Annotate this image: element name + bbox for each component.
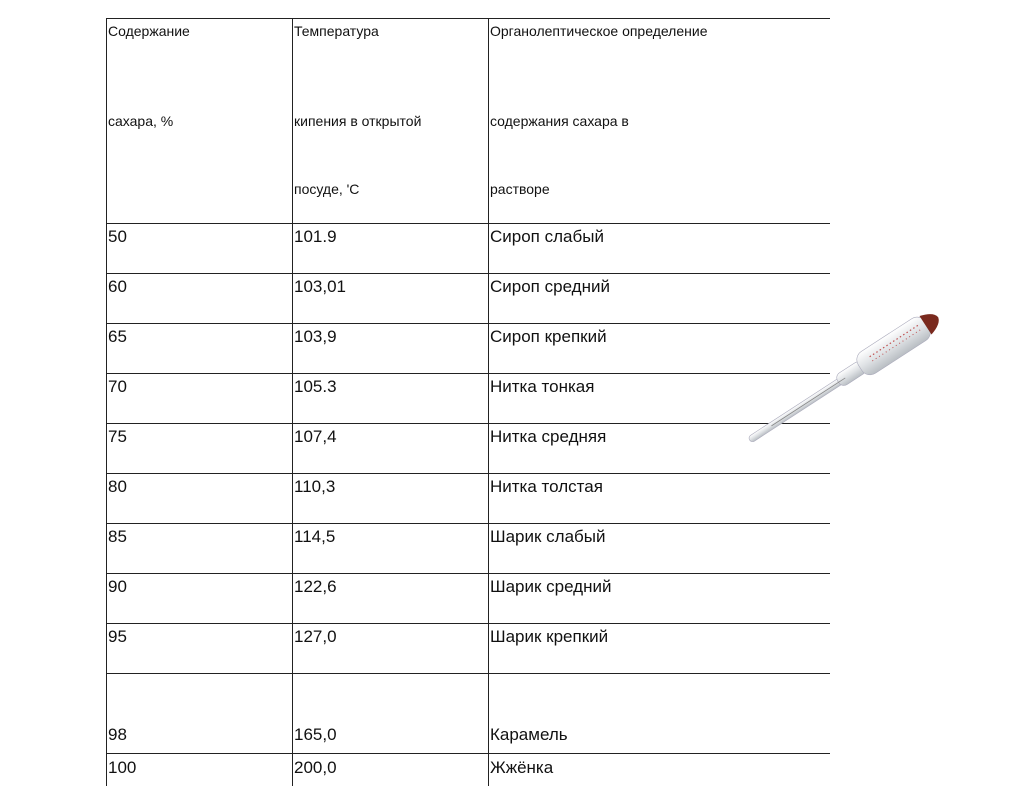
cell-desc: Нитка тонкая bbox=[489, 374, 830, 424]
header-organoleptic: Органолептическое определение содержания сахара в растворе bbox=[489, 19, 830, 224]
table-row bbox=[107, 674, 830, 754]
header-sugar-content: Содержание сахара, % bbox=[107, 19, 293, 224]
thermometer-icon bbox=[728, 300, 958, 460]
cell-temp: 105.3 bbox=[293, 374, 489, 424]
cell-temp: 103,9 bbox=[293, 324, 489, 374]
cell-desc: Нитка толстая bbox=[489, 474, 830, 524]
cell-sugar: 70 bbox=[107, 374, 293, 424]
table-row bbox=[107, 754, 830, 786]
cell-desc: Сироп слабый bbox=[489, 224, 830, 274]
table-row bbox=[107, 524, 830, 574]
cell-temp: 122,6 bbox=[293, 574, 489, 624]
cell-sugar: 75 bbox=[107, 424, 293, 474]
cell-temp: 110,3 bbox=[293, 474, 489, 524]
cell-desc: Жжёнка bbox=[489, 754, 830, 786]
cell-desc: Нитка средняя bbox=[489, 424, 830, 474]
table-header-row bbox=[107, 19, 830, 224]
cell-sugar: 65 bbox=[107, 324, 293, 374]
cell-temp: 165,0 bbox=[293, 674, 489, 754]
cell-desc: Сироп средний bbox=[489, 274, 830, 324]
cell-temp: 107,4 bbox=[293, 424, 489, 474]
cell-sugar: 100 bbox=[107, 754, 293, 786]
cell-temp: 103,01 bbox=[293, 274, 489, 324]
cell-desc: Карамель bbox=[489, 674, 830, 754]
table-row bbox=[107, 624, 830, 674]
table-row bbox=[107, 324, 830, 374]
cell-temp: 127,0 bbox=[293, 624, 489, 674]
cell-sugar: 50 bbox=[107, 224, 293, 274]
cell-desc: Шарик средний bbox=[489, 574, 830, 624]
cell-sugar: 60 bbox=[107, 274, 293, 324]
cell-desc: Сироп крепкий bbox=[489, 324, 830, 374]
header-boiling-temp: Температура кипения в открытой посуде, 'С bbox=[293, 19, 489, 224]
cell-temp: 200,0 bbox=[293, 754, 489, 786]
cell-sugar: 80 bbox=[107, 474, 293, 524]
table-row bbox=[107, 374, 830, 424]
cell-sugar: 85 bbox=[107, 524, 293, 574]
table-row bbox=[107, 574, 830, 624]
cell-sugar: 95 bbox=[107, 624, 293, 674]
cell-temp: 101.9 bbox=[293, 224, 489, 274]
cell-desc: Шарик крепкий bbox=[489, 624, 830, 674]
table-row bbox=[107, 424, 830, 474]
cell-temp: 114,5 bbox=[293, 524, 489, 574]
cell-sugar: 98 bbox=[107, 674, 293, 754]
cell-sugar: 90 bbox=[107, 574, 293, 624]
table-row bbox=[107, 224, 830, 274]
table-row bbox=[107, 274, 830, 324]
cell-desc: Шарик слабый bbox=[489, 524, 830, 574]
sugar-boiling-table bbox=[106, 18, 830, 786]
table-row bbox=[107, 474, 830, 524]
